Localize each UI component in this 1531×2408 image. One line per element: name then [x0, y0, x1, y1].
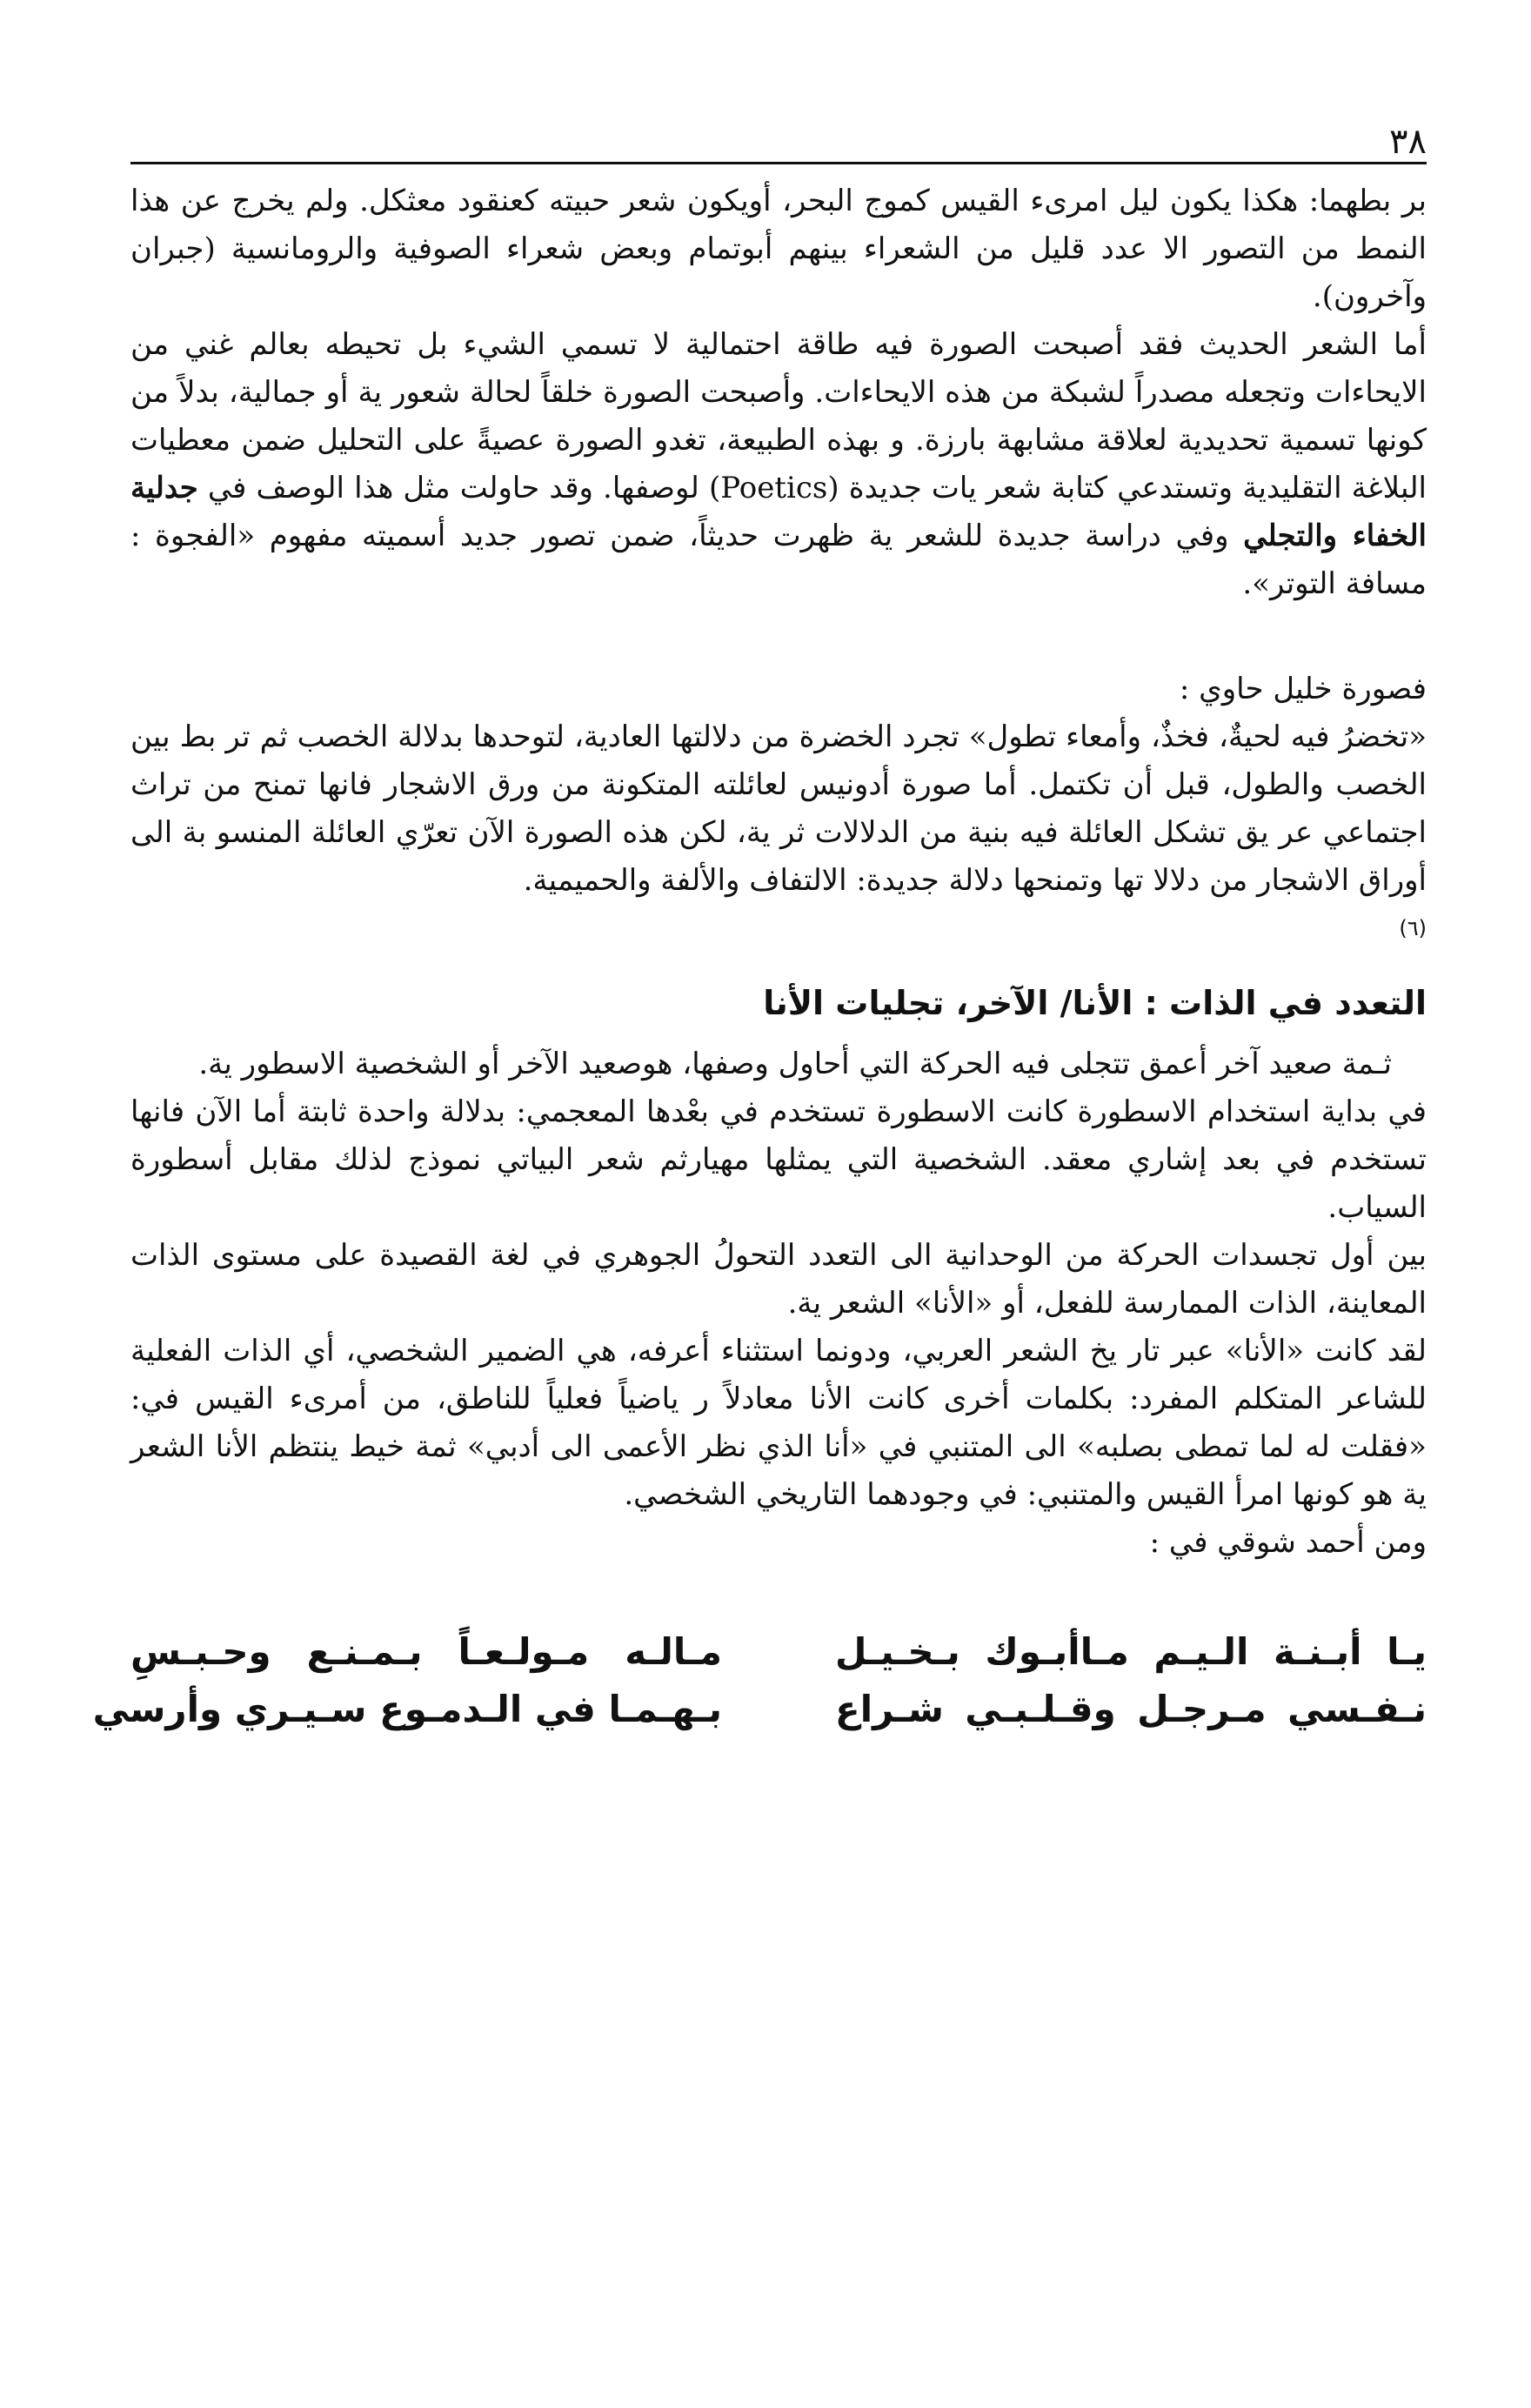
poem-verse-1-second-hemistich: مـالـه مـولـعـاً بـمـنـع وحـبـسِ	[130, 1630, 722, 1673]
page-number: ٣٨	[1389, 122, 1427, 162]
section-paragraph-4: لقد كانت «الأنا» عبر تار يخ الشعر العربي، ودونما استثناء أعرفه، هي الضمير الشخصي، أي الذات الفعلية للشاعر المتكلم المفرد: بكلمات أخرى كانت الأنا معادلاً ر ياضياً فعلياً للناطق، من أمرىء القيس في: «فقلت له لما تمطى بصلبه» الى المتنبي في «أنا الذي نظر الأعمى الى أدبي» ثمة خيط ينتظم الأنا الشعر ية هو كونها امرأ القيس والمتنبي: في وجودهما التاريخي الشخصي.	[130, 1334, 1427, 1512]
poem-verse-2	[92, 1683, 1427, 1736]
section-heading: التعدد في الذات : الأنا/ الآخر، تجليات الأنا	[763, 984, 1427, 1022]
footnote-marker: (٦)	[1399, 916, 1427, 940]
header-rule	[130, 162, 1427, 164]
paragraph-modern-poetry-text: أما الشعر الحديث فقد أصبحت الصورة فيه طاقة احتمالية لا تسمي الشيء بل تحيطه بعالم غني من الايحاءات وتجعله مصدراً لشبكة من هذه الايحاءات. وأصبحت الصورة خلقاً لحالة شعور ية أو جمالية، بدلاً من كونها تسمية تحديدية لعلاقة مشابهة بارزة. و بهذه الطبيعة، تغدو الصورة عصيةً على التحليل ضمن معطيات البلاغة التقليدية وتستدعي كتابة شعر يات جديدة (Poetics) لوصفها. وقد حاولت مثل هذا الوصف في	[130, 327, 1427, 505]
section-paragraph-3: بين أول تجسدات الحركة من الوحدانية الى التعدد التحولُ الجوهري في لغة القصيدة على مستوى الذات المعاينة، الذات الممارسة للفعل، أو «الأنا» الشعر ية.	[130, 1238, 1427, 1321]
paragraph-modern-poetry	[130, 321, 1427, 608]
paragraph-continuation: بر بطهما: هكذا يكون ليل امرىء القيس كموج البحر، أويكون شعر حبيته كعنقود معثكل. ولم يخرج عن هذا النمط من التصور الا عدد قليل من الشعراء بينهم أبوتمام وبعض شعراء الصوفية والرومانسية (جبران وآخرون).	[130, 184, 1427, 314]
paragraph-modern-poetry-text-end: وفي دراسة جديدة للشعر ية ظهرت حديثاً، ضمن تصور جديد أسميته مفهوم «الفجوة : مسافة التوتر».	[130, 518, 1427, 601]
khalil-hawi-intro: فصورة خليل حاوي :	[1179, 672, 1427, 706]
document-page	[92, 104, 1427, 2331]
section-paragraph-2: في بداية استخدام الاسطورة كانت الاسطورة تستخدم في بعْدها المعجمي: بدلالة واحدة ثابتة أما الآن فانها تستخدم في بعد إشاري معقد. الشخصية التي يمثلها مهيارثم شعر البياتي نموذج لذلك مقابل أسطورة السياب.	[130, 1094, 1427, 1225]
khalil-hawi-paragraph: «تخضرُ فيه لحيةٌ، فخذٌ، وأمعاء تطول» تجرد الخضرة من دلالتها العادية، لتوحدها بدلالة الخصب ثم تر بط بين الخصب والطول، قبل أن تكتمل. أما صورة أدونيس لعائلته المتكونة من ورق الاشجار فانها تمنح من تراث اجتماعي عر يق تشكل العائلة فيه بنية من الدلالات ثر ية، لكن هذه الصورة الآن تعرّي العائلة المنسو بة الى أوراق الاشجار من دلالا تها وتمنحها دلالة جديدة: الالتفاف والألفة والحميمية.	[130, 719, 1427, 898]
body-text	[92, 177, 1427, 1736]
poem-verse-2-first-hemistich: نـفـسي مـرجـل وقـلـبـي شـراع	[835, 1688, 1427, 1730]
poem	[92, 1626, 1427, 1736]
book-title-bold: جدلية الخفاء والتجلي	[130, 471, 1427, 553]
poem-verse-2-second-hemistich: بـهـمـا في الـدمـوع سـيـري وأرسي	[92, 1688, 722, 1730]
poem-verse-1-first-hemistich: يـا أبـنـة الـيـم مـاأبـوك بـخـيـل	[835, 1630, 1427, 1673]
poem-verse-1	[130, 1626, 1427, 1678]
section-paragraph-5: ومن أحمد شوقي في :	[1149, 1525, 1427, 1560]
section-paragraph-1: ثـمة صعيد آخر أعمق تتجلى فيه الحركة التي أحاول وصفها، هوصعيد الآخر أو الشخصية الاسطور ية.	[198, 1047, 1392, 1081]
